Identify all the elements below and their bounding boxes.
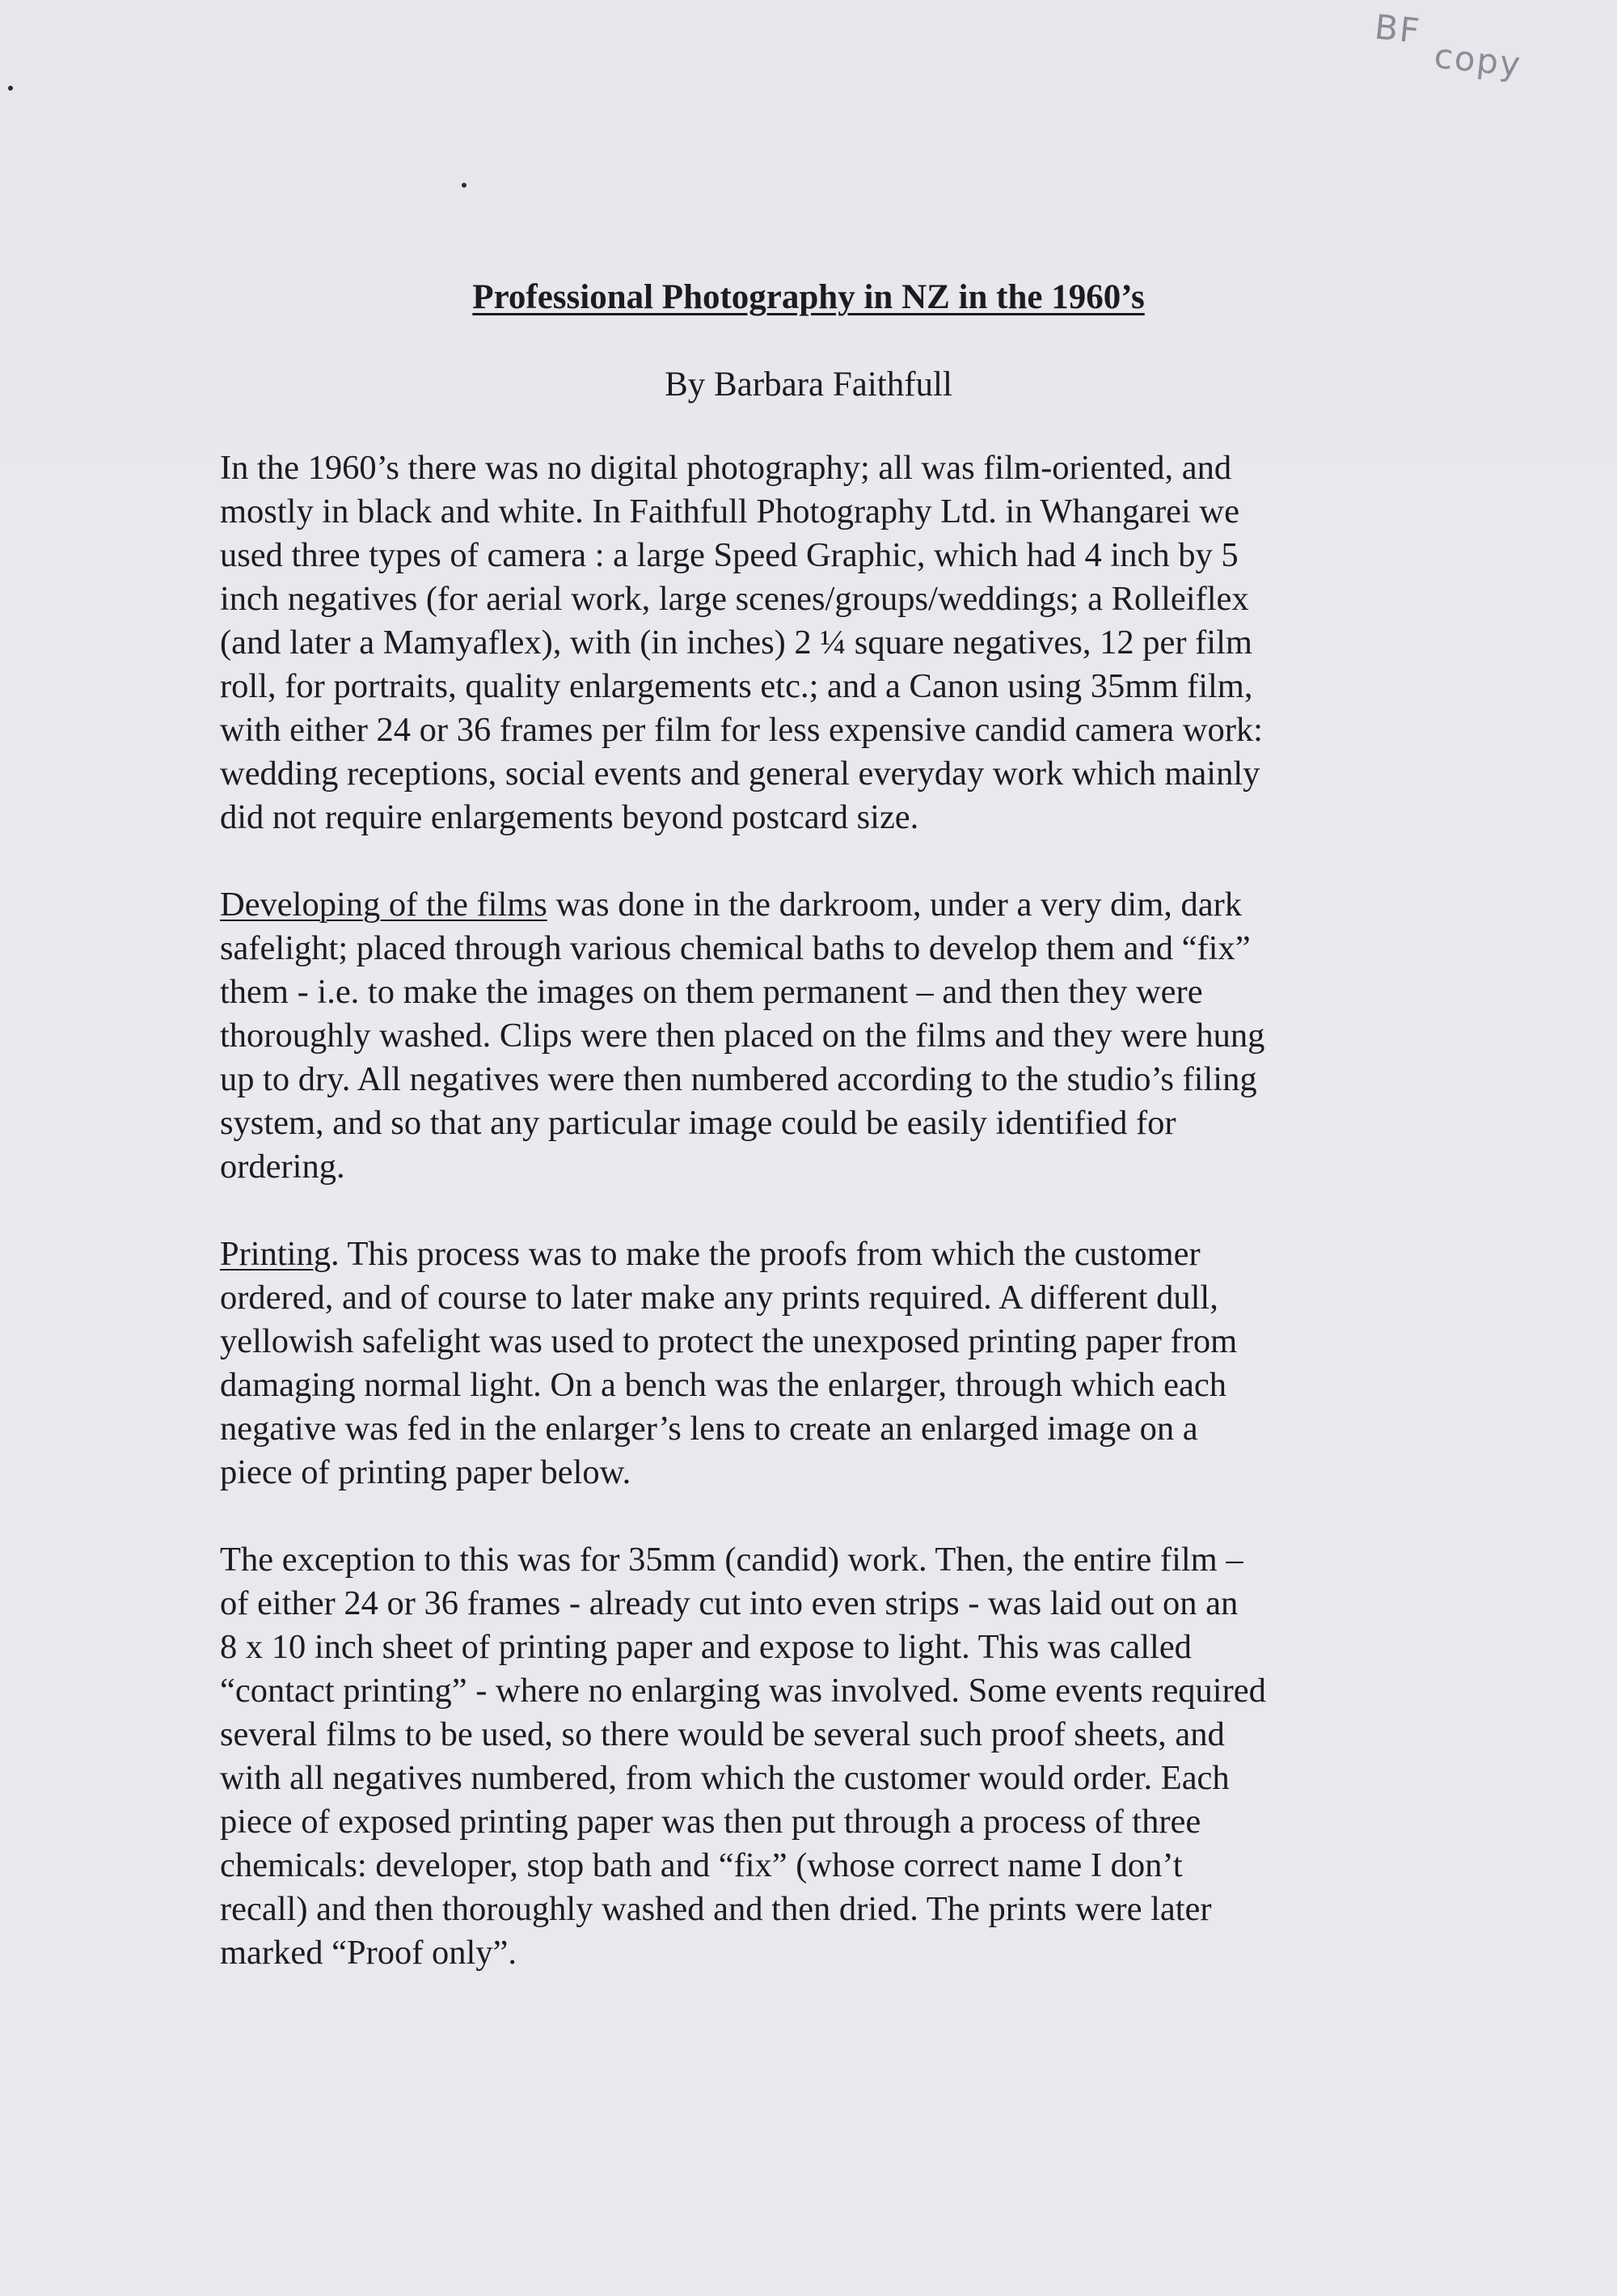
section-heading-printing: Printing [220,1235,331,1273]
text-line: safelight; placed through various chemical baths to develop them and “fix” [220,929,1251,967]
text-line: yellowish safelight was used to protect the unexposed printing paper from [220,1322,1238,1360]
text-line: thoroughly washed. Clips were then placed on the films and they were hung [220,1017,1265,1055]
annotation-initials: BF [1372,6,1423,52]
paragraph-printing [220,1233,1400,1495]
text-line: piece of exposed printing paper was then put through a process of three [220,1803,1201,1841]
text-line: ordering. [220,1148,345,1186]
paper-speck [462,183,467,188]
text-line: 8 x 10 inch sheet of printing paper and expose to light. This was called [220,1628,1192,1666]
text-line [220,883,1400,927]
text-line: with all negatives numbered, from which the customer would order. Each [220,1759,1230,1797]
text-line: up to dry. All negatives were then numbered according to the studio’s filing [220,1060,1257,1098]
text-line: wedding receptions, social events and general everyday work which mainly [220,755,1260,793]
document-title: Professional Photography in NZ in the 1960’s [472,278,1145,316]
text-line: mostly in black and white. In Faithfull Photography Ltd. in Whangarei we [220,493,1239,531]
text-line: marked “Proof only”. [220,1934,517,1972]
text-line: (and later a Mamyaflex), with (in inches) 2 ¼ square negatives, 12 per film [220,624,1252,662]
paragraph-contact-printing [220,1538,1400,1975]
text-line: piece of printing paper below. [220,1453,631,1491]
text-line: several films to be used, so there would be several such proof sheets, and [220,1715,1225,1753]
text-line: negative was fed in the enlarger’s lens to create an enlarged image on a [220,1410,1198,1448]
text-line: In the 1960’s there was no digital photography; all was film-oriented, and [220,449,1232,487]
text-line: them - i.e. to make the images on them permanent – and then they were [220,973,1203,1011]
text-line: recall) and then thoroughly washed and then dried. The prints were later [220,1890,1212,1928]
paragraph-developing [220,883,1400,1189]
text-line: of either 24 or 36 frames - already cut into even strips - was laid out on an [220,1584,1239,1622]
handwritten-annotation [1372,6,1526,85]
text-line: used three types of camera : a large Speed Graphic, which had 4 inch by 5 [220,536,1239,574]
text-fragment: was done in the darkroom, under a very dim, dark [547,886,1243,924]
text-line: chemicals: developer, stop bath and “fix” (whose correct name I don’t [220,1846,1183,1884]
text-line: with either 24 or 36 frames per film for less expensive candid camera work: [220,711,1263,749]
text-line: inch negatives (for aerial work, large scenes/groups/weddings; a Rolleiflex [220,580,1249,618]
document-byline: By Barbara Faithfull [665,366,952,404]
text-line: system, and so that any particular image could be easily identified for [220,1104,1176,1142]
document-body [220,446,1400,2019]
paragraph-intro [220,446,1400,839]
text-line: roll, for portraits, quality enlargements etc.; and a Canon using 35mm film, [220,667,1253,705]
section-heading-developing: Developing of the films [220,886,547,924]
text-line: damaging normal light. On a bench was the enlarger, through which each [220,1366,1226,1404]
text-line: did not require enlargements beyond postcard size. [220,798,919,836]
text-fragment: . This process was to make the proofs from which the customer [330,1235,1201,1273]
text-line: The exception to this was for 35mm (candid) work. Then, the entire film – [220,1541,1243,1579]
text-line: ordered, and of course to later make any prints required. A different dull, [220,1279,1218,1317]
text-line: “contact printing” - where no enlarging was involved. Some events required [220,1672,1266,1710]
annotation-copy: copy [1432,36,1524,85]
text-line [220,1233,1400,1276]
paper-speck [8,86,13,91]
